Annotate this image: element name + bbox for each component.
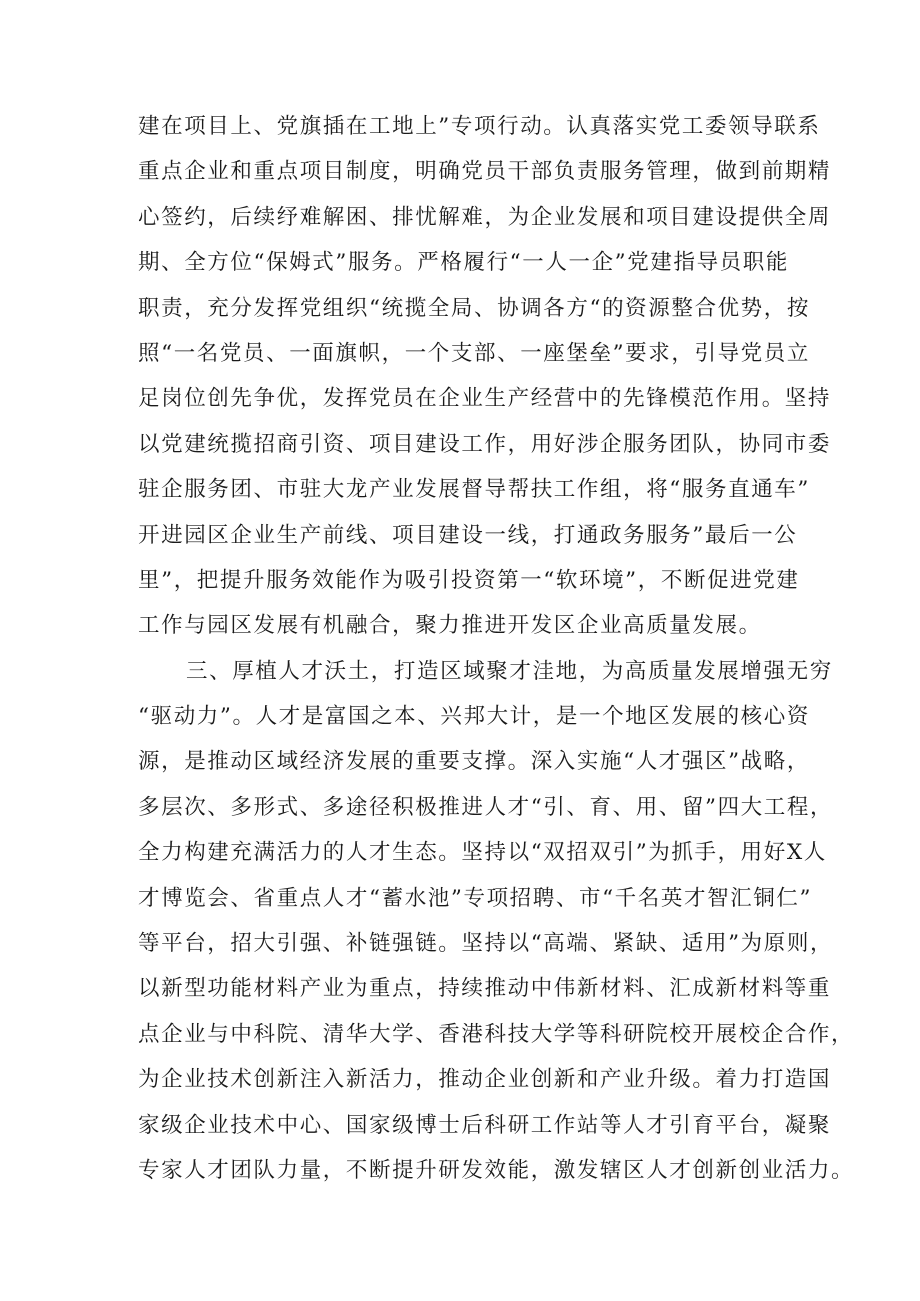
text-line-1: 建在项目上、党旗插在工地上”专项行动。认真落实党工委领导联系 [138,114,821,139]
text-line-7: 足岗位创先争优，发挥党员在企业生产经营中的先锋模范作用。坚持 [138,386,832,412]
text-line-17: 全力构建充满活力的人才生态。坚持以“双招双引”为抓手，用好X人 [138,840,827,866]
text-line-22: 为企业技术创新注入新活力，推动企业创新和产业升级。着力打造国 [138,1067,832,1093]
text-line-18: 才博览会、省重点人才“蓄水池”专项招聘、市“千名英才智汇铜仁” [138,885,813,911]
section-heading-line: 三、厚植人才沃土，打造区域聚才洼地，为高质量发展增强无穷 [186,658,833,684]
text-line-4: 期、全方位“保姆式”服务。严格履行“一人一企”党建指导员职能 [138,250,789,276]
text-line-12: 工作与园区发展有机融合，聚力推进开发区企业高质量发展。 [138,613,762,639]
text-line-19: 等平台，招大引强、补链强链。坚持以“高端、紧缺、适用”为原则， [138,931,834,957]
text-line-24: 专家人才团队力量，不断提升研发效能，激发辖区人才创新创业活力。 [138,1157,855,1183]
text-line-16: 多层次、多形式、多途径积极推进人才“引、育、用、留”四大工程， [138,794,834,820]
text-line-3: 心签约，后续纾难解困、排忧解难，为企业发展和项目建设提供全周 [138,204,832,230]
text-line-21: 点企业与中科院、清华大学、香港科技大学等科研院校开展校企合作， [138,1021,855,1047]
text-line-23: 家级企业技术中心、国家级博士后科研工作站等人才引育平台，凝聚 [138,1112,832,1138]
body-text [138,104,855,1193]
text-line-15: 源，是推动区域经济发展的重要支撑。深入实施“人才强区”战略， [138,749,810,775]
text-line-10: 开进园区企业生产前线、项目建设一线，打通政务服务”最后一公 [138,522,798,548]
text-line-6: 照“一名党员、一面旗帜，一个支部、一座堡垒”要求，引导党员立 [138,340,810,366]
text-line-2: 重点企业和重点项目制度，明确党员干部负责服务管理，做到前期精 [138,159,832,185]
text-line-9: 驻企服务团、市驻大龙产业发展督导帮扶工作组，将“服务直通车” [138,477,810,503]
text-line-11: 里”，把提升服务效能作为吸引投资第一“软环境”，不断促进党建 [138,567,800,593]
text-line-20: 以新型功能材料产业为重点，持续推动中伟新材料、汇成新材料等重 [138,976,832,1002]
text-line-8: 以党建统揽招商引资、项目建设工作，用好涉企服务团队，协同市委 [138,431,832,457]
text-line-14: “驱动力”。人才是富国之本、兴邦大计，是一个地区发展的核心资 [138,704,810,730]
text-line-5: 职责，充分发挥党组织“统揽全局、协调各方“的资源整合优势，按 [138,295,810,321]
